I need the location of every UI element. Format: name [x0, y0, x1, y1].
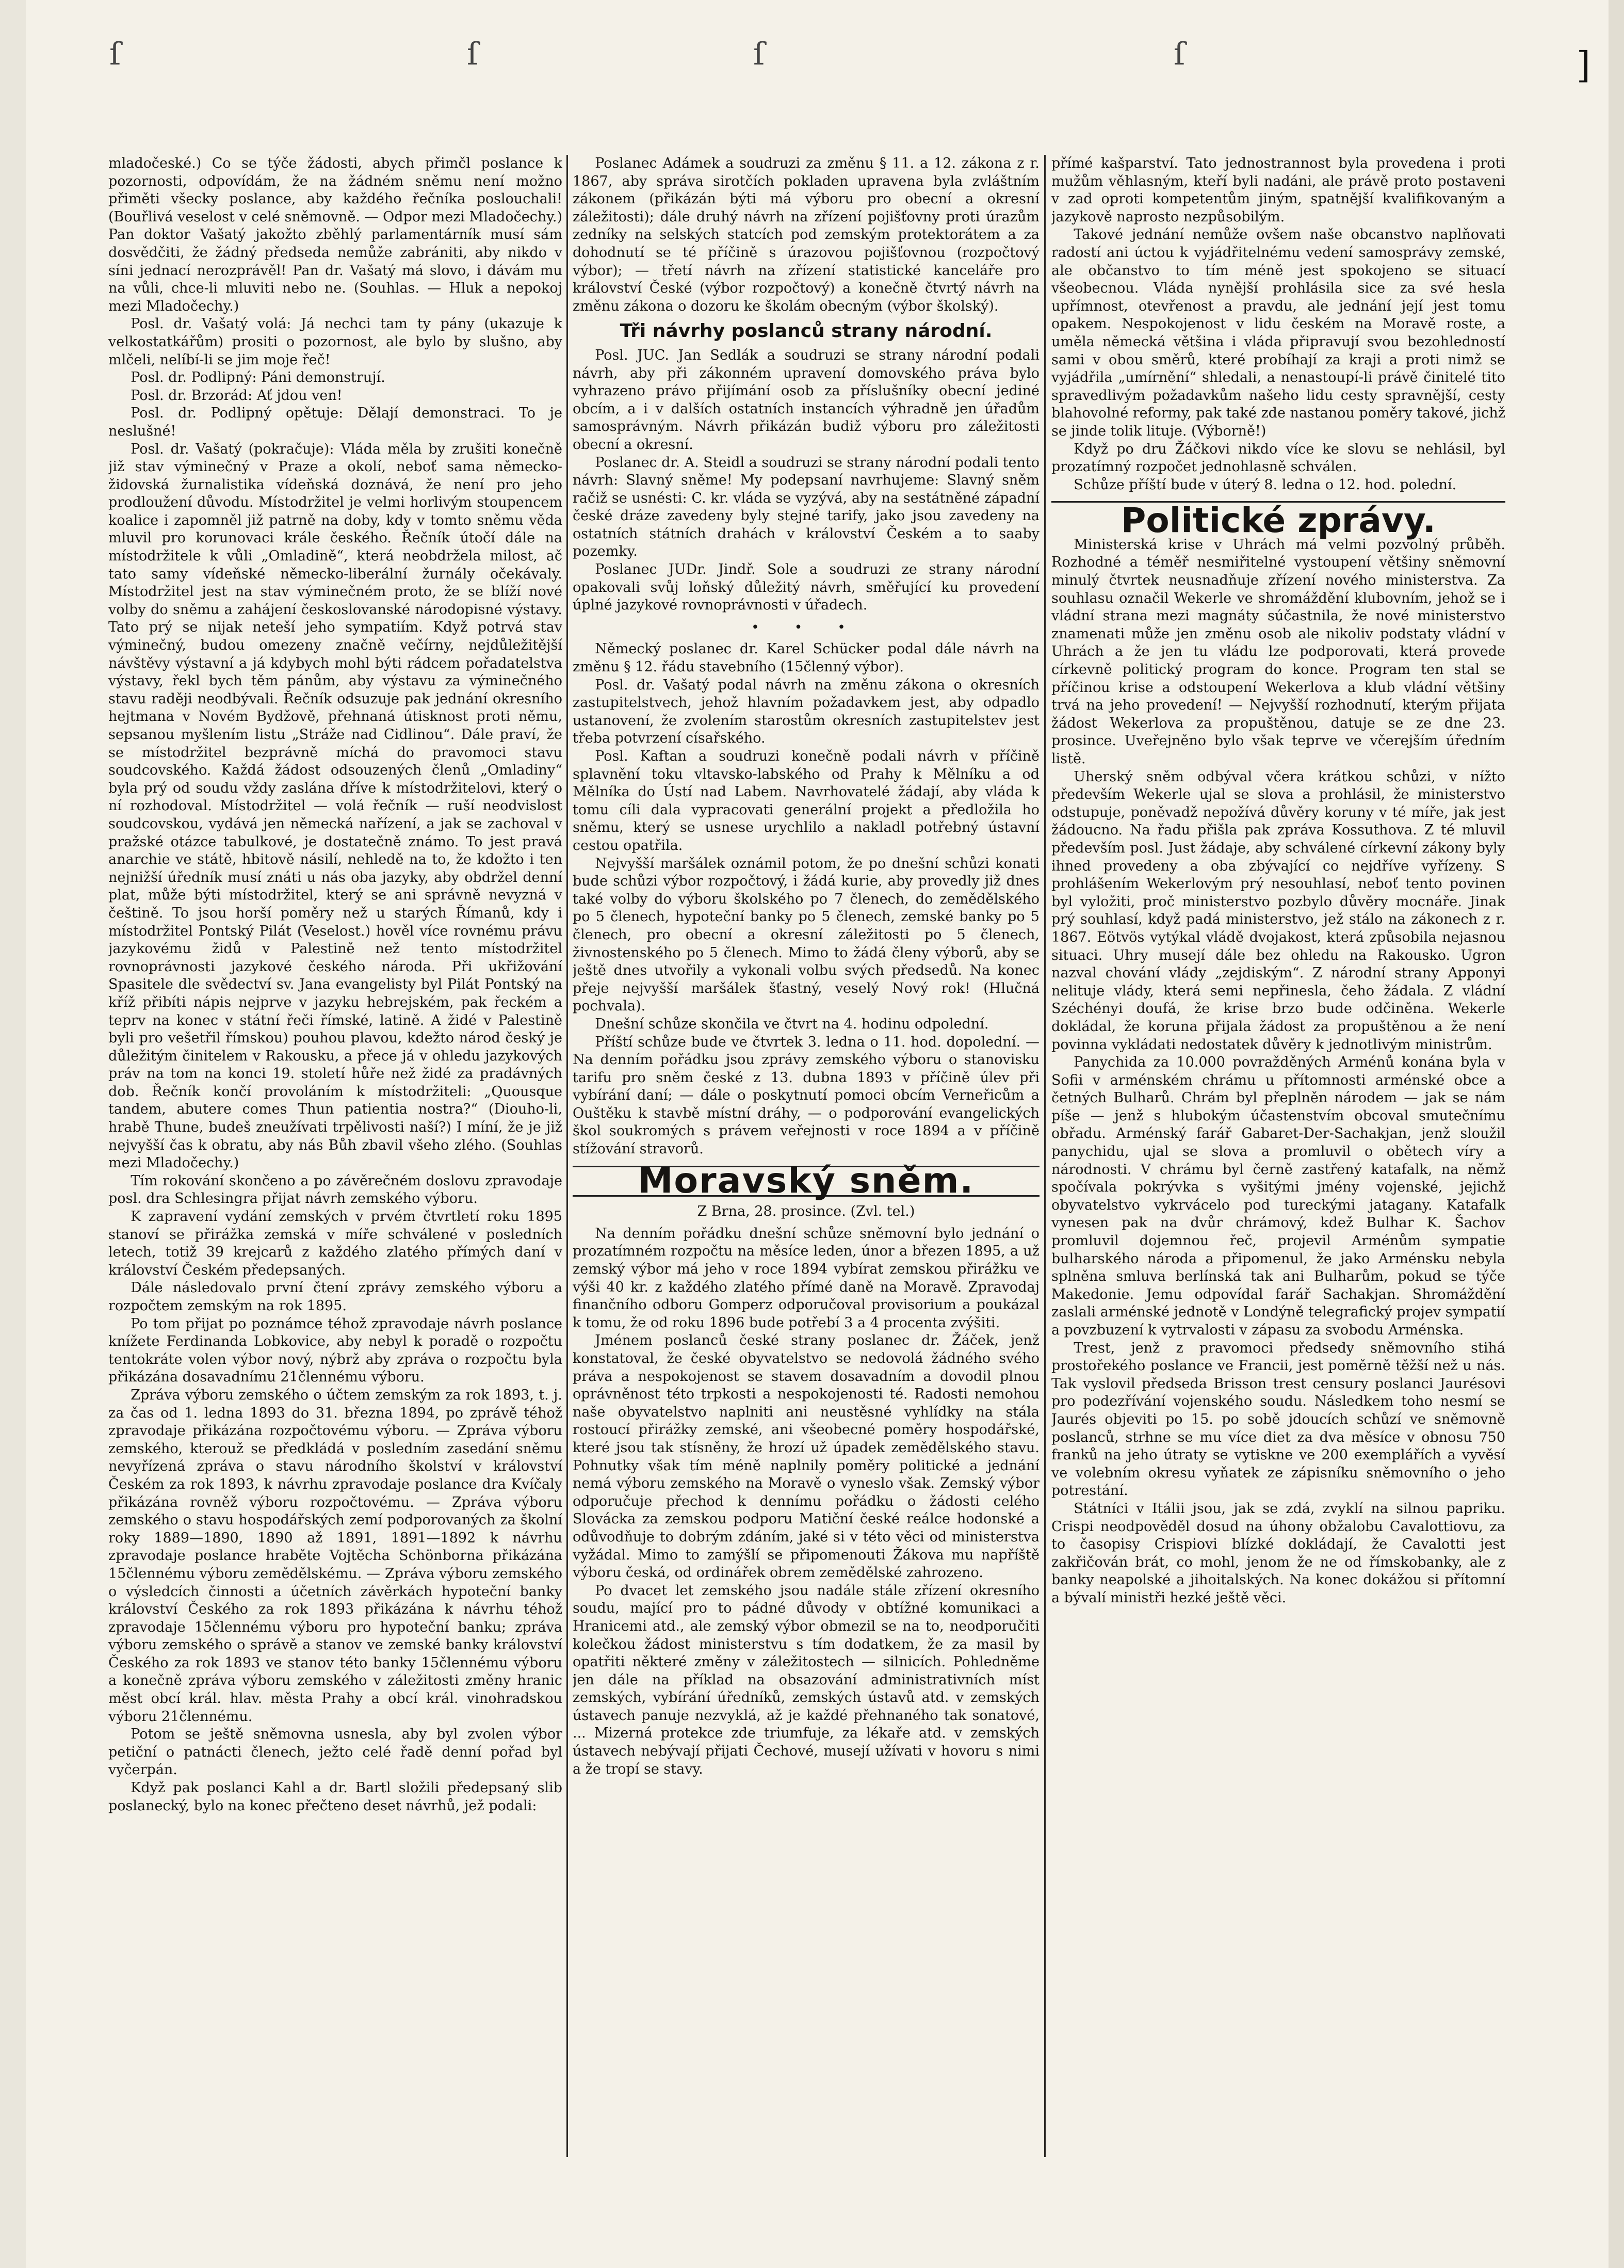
section-separator: • • •: [751, 619, 861, 635]
paragraph: Na denním pořádku dnešní schůze sněmovní bylo jednání o prozatímném rozpočtu na měsíce leden, únor a březen 1895, a už zemský výbor má jeho v roce 1894 vybírat zemskou přirážku ve výši 40 kr. z každého zlatého přímé daně na Moravě. Zpravodaj finančního odboru Gomperz odporučoval provisorium a poukázal k tomu, že od roku 1896 bude potřebí 3 a 4 procenta zvýšiti.: [573, 1225, 1040, 1331]
paragraph: Nejvyšší maršálek oznámil potom, že po dnešní schůzi konati bude schůzi výbor rozpočtový, i žádá kurie, aby provedly již dnes také volby do výboru školského po 7 členech, do zemědělského po 5 členech, hypoteční banky po 5 členech, zemské banky po 5 členech, pro obecní a okresní záležitosti po 5 členech, živnostenského po 5 členech. Mimo to žádá členy výborů, aby se ještě dnes utvořily a vykonali volbu svých předsedů. Na konec přeje nejvyšší maršálek šťastný, veselý Nový rok! (Hlučná pochvala).: [573, 855, 1040, 1015]
paragraph: Uherský sněm odbýval včera krátkou schůzi, v nížto především Wekerle ujal se slova a prohlásil, že ministerstvo odstupuje, poněvadž nepožívá důvěry koruny v té míře, jak jest žádoucno. Na řadu přišla pak zpráva Kossuthova. Z té mluvil především posl. Just žádaje, aby schválené církevní zákony byly ihned provedeny a oba zbývající co nejdříve vyřízeny. S prohlášením Wekerlovým prý nesouhlasí, neboť tento povinen byl vyložiti, proč ministerstvo pozbylo důvěry mocnáře. Jinak prý souhlasí, když padá ministerstvo, jež stálo na zákonech z r. 1867. Eötvös vytýkal vládě dvojakost, která způsobila nejasnou situaci. Uhry musejí dále bez ohledu na Rakousko. Ugron nazval chování vlády „zejdiským“. Z národní strany Apponyi nelituje vlády, která semi nepřinesla, čeho žádala. Z vládní Széchényi doufá, že krise brzo bude odčiněna. Wekerle dokládal, že koruna přijala žádost za propuštěnou a že není povinna vykládati nedostatek důvěry k jednotlivým ministrům.: [1051, 768, 1505, 1053]
paragraph: Státníci v Itálii jsou, jak se zdá, zvyklí na silnou papriku. Crispi neodpověděl dosud na úhony obžalobu Cavalottiovu, za to časopisy Crispiovi blízké dokládají, že Cavalotti jest zakřičován brát, co mohl, jenom že ne od římskobanky, ale z banky neapolské a jihoitalských. Na konec dokážou si přítomní a bývalí ministři hezké ještě věci.: [1051, 1500, 1505, 1606]
page-edge-left: [0, 0, 26, 2268]
paragraph: Posl. dr. Vašatý volá: Já nechci tam ty pány (ukazuje k velkostatkářům) prositi o pozornost, ale bylo by slušno, aby mlčeli, nelíbí-li se jim moje řeč!: [108, 316, 562, 368]
paragraph: Po tom přijat po poznámce téhož zpravodaje návrh poslance knížete Ferdinanda Lobkovice, aby nebyl k poradě o rozpočtu tentokráte volen výbor nový, nýbrž aby zpráva o rozpočtu byla přikázána dosavadnímu 21člennému výboru.: [108, 1315, 562, 1386]
paragraph: Poslanec JUDr. Jindř. Sole a soudruzi ze strany národní opakovali svůj loňský důležitý návrh, směřující ku provedení úplné jazykové rovnoprávnosti v úřadech.: [573, 561, 1040, 614]
column-1: [108, 155, 562, 2214]
paragraph: přímé kašparství. Tato jednostrannost byla provedena i proti mužům věhlasným, kteří byli nadáni, ale právě proto postaveni v zad oproti kompetentům jiným, spatnější kvalifikovaným a jazykově naprosto nezpůsobilým.: [1051, 155, 1505, 225]
paragraph: Dnešní schůze skončila ve čtvrt na 4. hodinu odpolední.: [595, 1016, 989, 1032]
section-title: Moravský sněm.: [573, 1166, 1040, 1197]
column-3: [1051, 155, 1505, 2214]
paragraph: Panychida za 10.000 povražděných Arménů konána byla v Sofii v arménském chrámu u přítomnosti arménské obce a četných Bulharů. Chrám byl přeplněn národem — jak se nám píše — jenž s hlubokým účastenstvím obcoval smutečnímu obřadu. Arménský farář Gabaret-Der-Sachakjan, jenž sloužil panychidu, ujal se slova a promluvil o obětech víry a národnosti. V chrámu byl černě zastřený katafalk, na němž spočívala pokrývka s vyšitými jmény vojenské, jejichž obyvatelstvo vykrvácelo pod tureckými jatagany. Katafalk vynesen pak na dvůr chrámový, kdež Bulhar K. Šachov promluvil dojemnou řeč, projevil Arménům sympatie bulharského národa a připomenul, že jako Arménsku nebyla splněna smluva berlínská tak ani Bulharům, pokud se týče Makedonie. Jemu odpovídal farář Sachakjan. Shromáždění zaslali arménské jednotě v Londýně telegrafický projev sympatií a povzbuzení k vytrvalosti v zápasu za svobodu Arménska.: [1051, 1054, 1505, 1338]
paragraph: Posl. dr. Brzorád: Ať jdou ven!: [131, 387, 343, 404]
paragraph: Posl. dr. Vašatý (pokračuje): Vláda měla by zrušiti konečně již stav výminečný v Praze a okolí, neboť sama německo-židovská žurnalistika vídeňská doznává, že není pro jeho prodloužení důvodu. Místodržitel je velmi horlivým stoupencem koalice i zapomněl již patrně na doby, kdy v tomto sněmu věda mluvil pro korunovaci krále českého. Řečník útočí dále na místodržitele k vůli „Omladině“, která neobdržela milost, ač tato samy vídeňské německo-liberální žurnály očekávaly. Místodržitel jest na stav výminečném proto, že se blíží nové volby do sněmu a zahájení českoslovanské národopisné výstavy. Tato prý se nijak neteší jeho sympatiím. Když potrvá stav výminečný, budou omezeny značně večírny, nejdůležitější návštěvy výstavní a já kdybych mohl býti rádcem pořadatelstva výstavy, řekl bych těm pánům, aby výstavu za výminečného stavu raději neodbývali. Řečník odsuzuje pak jednání okresního hejtmana v Novém Bydžově, přehnaná útisknost proti němu, sepsanou myšlením listu „Stráže nad Cidlinou“. Dále praví, že se místodržitel bezprávně míchá do pravomoci stavu soudcovského. Každá žádost odsouzených členů „Omladiny“ byla prý od soudu vždy zaslána dříve k místodržitelovi, který o ní rozhodoval. Místodržitel — volá řečník — ruší neodvislost soudcovskou, vydává jen německá nařízení, a jak se zachoval v pražské otázce tabulkové, je dostatečně známo. To jest pravá anarchie ve státě, hbitově násilí, nehledě na to, že kdožto i ten nejnižší úředník musí znáti u nás oba jazyky, aby obdržel denní plat, může býti místodržitel, který se ani správně nevyzná v češtině. To jsou horší poměry než u starých Římanů, kdy i místodržitel Pontský Pilát (Veselost.) hověl více rovnému právu jazykovému židů v Palestině než tento místodržitel rovnoprávnosti jazykové českého národa. Při ukřižování Spasitele dle svědectví sv. Jana evangelisty byl Pilát Pontský na kříž přibíti nápis nejprve v jazyku hebrejském, pak řeckém a teprv na konec v státní řeči římské, latině. A židé v Palestině byli pro vešetřil římskou) pouhou plavou, kdežto národ český je důležitým činitelem v Rakousku, a přece já v ohledu jazykových práv na tom na konci 19. století hůře než židé za pradávných dob. Řečník končí provoláním k místodržiteli: „Quousque tandem, abutere comes Thun patientia nostra?“ (Diouho-li, hrabě Thune, budeš zneužívati trpělivosti naší?) I míní, že je již nejvyšší čas k obratu, aby nás Bůh zbavil všeho zlého. (Souhlas mezi Mladočechy.): [108, 441, 562, 1171]
paragraph: mladočeské.) Co se týče žádosti, abych přimčl poslance k pozornosti, odpovídám, že na žádném sněmu není možno přiměti všecky poslance, aby každého řečníka poslouchali! (Bouřlivá veselost v celé sněmovně. — Odpor mezi Mladočechy.) Pan doktor Vašatý jakožto zběhlý parlamentárník musí sám dosvědčiti, že žádný předseda nemůže zabrániti, aby nikdo v síni jednací nerozprávěl! Pan dr. Vašatý má slovo, i dávám mu na vůli, chce-li mluviti nebo ne. (Souhlas. — Hluk a nepokoj mezi Mladočechy.): [108, 155, 562, 314]
paragraph: K zapravení vydání zemských v prvém čtvrtletí roku 1895 stanoví se přirážka zemská v míře schválené v posledních letech, totiž 39 krejcarů z každého zlatého přímých daní v království Českém předepsaných.: [108, 1209, 562, 1278]
paragraph: Dále následovalo první čtení zprávy zemského výboru a rozpočtem zemským na rok 1895.: [108, 1280, 562, 1314]
paragraph: Po dvacet let zemského jsou nadále stále zřízení okresního soudu, mající pro to pádné důvody v obtížné komunikaci a Hranicemi atd., ale zemský výbor obmezil se na to, neodporučiti kolečkou žádost ministerstvu s tím dodatkem, že za masil by opatřiti některé změny v záležitostech — silnicích. Pohledněme jen dále na příklad na obsazování administrativních míst zemských, vybírání úředníků, zemských ústavů atd. v zemských ústavech panuje nezvyklá, až je každé přehnaného tak sonatové, ... Mizerná protekce zde triumfuje, za lékaře atd. v zemských ústavech nebývají přijati Čechové, musejí užívati v hovoru s nimi a že tropí se stavy.: [573, 1582, 1040, 1777]
dateline: Z Brna, 28. prosince. (Zvl. tel.): [697, 1203, 915, 1220]
paragraph: Poslanec dr. A. Steidl a soudruzi se strany národní podali tento návrh: Slavný sněme! My podepsaní navrhujeme: Slavný sněm račiž se usnésti: C. kr. vláda se vyzývá, aby na sestátněné západní české dráze zavedeny byly stejné tarify, jako jsou zavedeny na ostatních státních drahách v království Českém a to saaby pozemky.: [573, 454, 1040, 560]
column-rule: [566, 155, 568, 2157]
paragraph: Jménem poslanců české strany poslanec dr. Žáček, jenž konstatoval, že české obyvatelstvo se nedovolá žádného svého práva a nespokojenost se stavem dosavadním a dovodil plnou oprávněnost této trpkosti a nespokojenosti té. Radosti nemohou naše obyvatelstvo naplniti ani neustěsné vyhlídky na stála rostoucí přirážky zemské, ani všeobecné poměry hospodářské, které jsou tak stísněny, že hrozí už úpadek zemědělského stavu. Pohnutky však tím méně naplnily poměry politické a jednání nemá výboru zemského na Moravě o vyneslo však. Zemský výbor odporučuje přechod k dennímu pořádku o žádosti celého Slovácka za zemskou podporu Matiční české reálce hodonské a odůvodňuje to dobrým zdáním, jaké si v této věci od ministerstva vyžádal. Mimo to zamýšlí se připomenouti Žákova mu napříště výboru česká, od ordinářek obrem zemědělské zahrozeno.: [573, 1332, 1040, 1581]
page-edge-right: [1609, 0, 1624, 2268]
paragraph: Schůze příští bude v úterý 8. ledna o 12. hod. polední.: [1074, 476, 1457, 493]
paragraph: Posl. Kaftan a soudruzi konečně podali návrh v příčině splavnění toku vltavsko-labského od Prahy k Mělníku a od Mělníka do Ústí nad Labem. Navrhovatelé žádají, aby vláda k tomu cíli dala vypracovati generální projekt a předložila ho sněmu, který se usnese urychlilo a nakladl potřebný ústavní cestou opatřila.: [573, 748, 1040, 854]
crease-mark: ſ: [109, 36, 121, 72]
paragraph: Poslanec Adámek a soudruzi za změnu § 11. a 12. zákona z r. 1867, aby správa sirotčích pokladen upravena byla zvláštním zákonem (přikázán býti má výboru pro obecní a okresní záležitosti); dále druhý návrh na zřízení pojišťovny proti úrazům zedníky na selských statcích pod zemským protektorátem a za dohodnutí se té příčině s úrazovou pojišťovnou (rozpočtový výbor); — třetí návrh na zřízení statistické kanceláře pro království České (výbor rozpočtový) a konečně čtvrtý návrh na změnu zákona o dozoru ke školám obecným (výbor školský).: [573, 155, 1040, 314]
paragraph: Německý poslanec dr. Karel Schücker podal dále návrh na změnu § 12. řádu stavebního (15členný výbor).: [573, 641, 1040, 675]
section-title: Tři návrhy poslanců strany národní.: [620, 320, 993, 342]
paragraph: Když pak poslanci Kahl a dr. Bartl složili předepsaný slib poslanecký, bylo na konec přečteno deset návrhů, jež podali:: [108, 1780, 562, 1814]
paragraph: Takové jednání nemůže ovšem naše obcanstvo naplňovati radostí ani úctou k vyjádřitelnému vedení samosprávy zemské, ale občanstvo to tím méně jest spokojeno se situací všeobecnou. Vláda nynější prohlásila sice za své hesla upřímnost, otevřenost a pravdu, ale jednání její jest tomu opakem. Nespokojenost v lidu českém na Moravě roste, a uměla německá většina i vláda připravují svou bezohledností sami v obou směrů, které probíhají za kraji a proti nimž se vyjádřila „umírnění“ shledali, a nenastoupí-li právě činitelé tito spravedlivým požadavkům našeho lidu cesty spravnější, cesty blahovolné reformy, pak také zde nastanou poměry takové, jichž se jinde tolik lituje. (Výborně!): [1051, 227, 1505, 439]
paragraph: Posl. dr. Vašatý podal návrh na změnu zákona o okresních zastupitelstvech, jehož hlavním požadavkem jest, aby odpadlo ustanovení, že zvolením starostům okresních zastupitelstev jest třeba potvrzení císařského.: [573, 677, 1040, 747]
paragraph: Potom se ještě sněmovna usnesla, aby byl zvolen výbor petiční o patnácti členech, ježto celé řadě denní pořad byl vyčerpán.: [108, 1726, 562, 1778]
paragraph: Příští schůze bude ve čtvrtek 3. ledna o 11. hod. dopolední. — Na denním pořádku jsou zprávy zemského výboru o stanovisku tarifu pro sněm české z 13. dubna 1893 v příčině úlev při vybírání daní; — dále o poskytnutí pomoci obcím Verneřicům a Ouštěku k stavbě místní dráhy, — o podporování evangelických škol soukromých s právem veřejnosti v roce 1894 a v příčině stížování stravorů.: [573, 1034, 1040, 1157]
crease-mark: ſ: [1174, 36, 1185, 72]
crease-mark: ſ: [467, 36, 479, 72]
paragraph: Posl. dr. Podlipný opětuje: Dělají demonstraci. To je neslušné!: [108, 405, 562, 439]
paragraph: Trest, jenž z pravomoci předsedy sněmovního stihá prostořekého poslance ve Francii, jest poměrně těžší než u nás. Tak vyslovil předseda Brisson trest censury poslanci Jaurésovi pro podezřívání vojenského soudu. Následkem toho nesmí se Jaurés objeviti po 15. po sobě jdoucích schůzí ve sněmovně poslanců, strhne se mu více diet za dva měsíce v obnosu 750 franků na jeho útraty se vytiskne ve 200 exemplářích a vyvěsí ve volebním okresu vyňatek ze zápisníku sněmovního o jeho potrestání.: [1051, 1340, 1505, 1499]
paragraph: Zpráva výboru zemského o účtem zemským za rok 1893, t. j. za čas od 1. ledna 1893 do 31. března 1894, po zprávě téhož zpravodaje přikázána rozpočtovému výboru. — Zpráva výboru zemského, kterouž se předkládá v posledním zasedání sněmu nevyřízená zpráva o stavu národního školství v království Českém za rok 1893, k návrhu zpravodaje poslance dra Kvíčaly přikázána rovněž výboru rozpočtovému. — Zpráva výboru zemského o stavu hospodářských zemí podporovaných za školní roky 1889—1890, 1890 až 1891, 1891—1892 k návrhu zpravodaje poslance hraběte Vojtěcha Schönborna přikázána 15člennému výboru zemědělskému. — Zpráva výboru zemského o výsledcích činnosti a účetních závěrkách hypoteční banky království Českého za rok 1893 přikázána k návrhu téhož zpravodaje 15člennému výboru pro hypoteční banku; zpráva výboru zemského o správě a stanov ve zemské banky království Českého za rok 1893 ve stanov této banky 15člennému výboru a konečně zpráva výboru zemského v záležitosti změny hranic měst obcí král. hlav. města Prahy a obcí král. vinohradskou výboru 21člennému.: [108, 1387, 562, 1725]
paragraph: Posl. dr. Podlipný: Páni demonstrují.: [131, 369, 385, 386]
paragraph: Když po dru Žáčkovi nikdo více ke slovu se nehlásil, byl prozatímný rozpočet jednohlasně schválen.: [1051, 441, 1505, 475]
paragraph: Posl. JUC. Jan Sedlák a soudruzi se strany národní podali návrh, aby při zákonném upravení domovského práva bylo vyhrazeno právo přijímání osob za příslušníky obecní jediné obcím, a i v dalších ostatních instancích výhradně jen úřadům samosprávným. Návrh přikázán budiž výboru pro záležitosti obecní a okresní.: [573, 347, 1040, 453]
column-rule: [1044, 155, 1046, 2157]
column-2: [573, 155, 1040, 2214]
paragraph: Tím rokování skončeno a po závěrečném doslovu zpravodaje posl. dra Schlesingra přijat návrh zemského výboru.: [108, 1172, 562, 1207]
crease-mark: ſ: [753, 36, 765, 72]
page-bracket-mark: ]: [1576, 44, 1590, 86]
section-title: Politické zprávy.: [1051, 501, 1505, 530]
paragraph: Ministerská krise v Uhrách má velmi pozvolný průběh. Rozhodné a téměř nesmiřitelné vystoupení většiny sněmovní minulý čtvrtek neusnadňuje zřízení nového ministerstva. Za souhlasu označil Wekerle ve shromáždění klubovním, jehož se i vládní strana mezi magnáty súčastnila, že nové ministerstvo znamenati může jen změnu osob ale nikoliv podstaty vládní v Uhrách a že jen tu vládu lze podporovati, která provede církevně politický program do konce. Program ten stal se příčinou krise a odstoupení Wekerlova a klub vládní většiny trvá na jeho provedení! — Nejvyšší rozhodnutí, kterým přijata žádost Wekerlova za propuštěnou, datuje se ze dne 23. prosince. Uveřejněno bylo však teprve ve včerejším úředním listě.: [1051, 536, 1505, 767]
